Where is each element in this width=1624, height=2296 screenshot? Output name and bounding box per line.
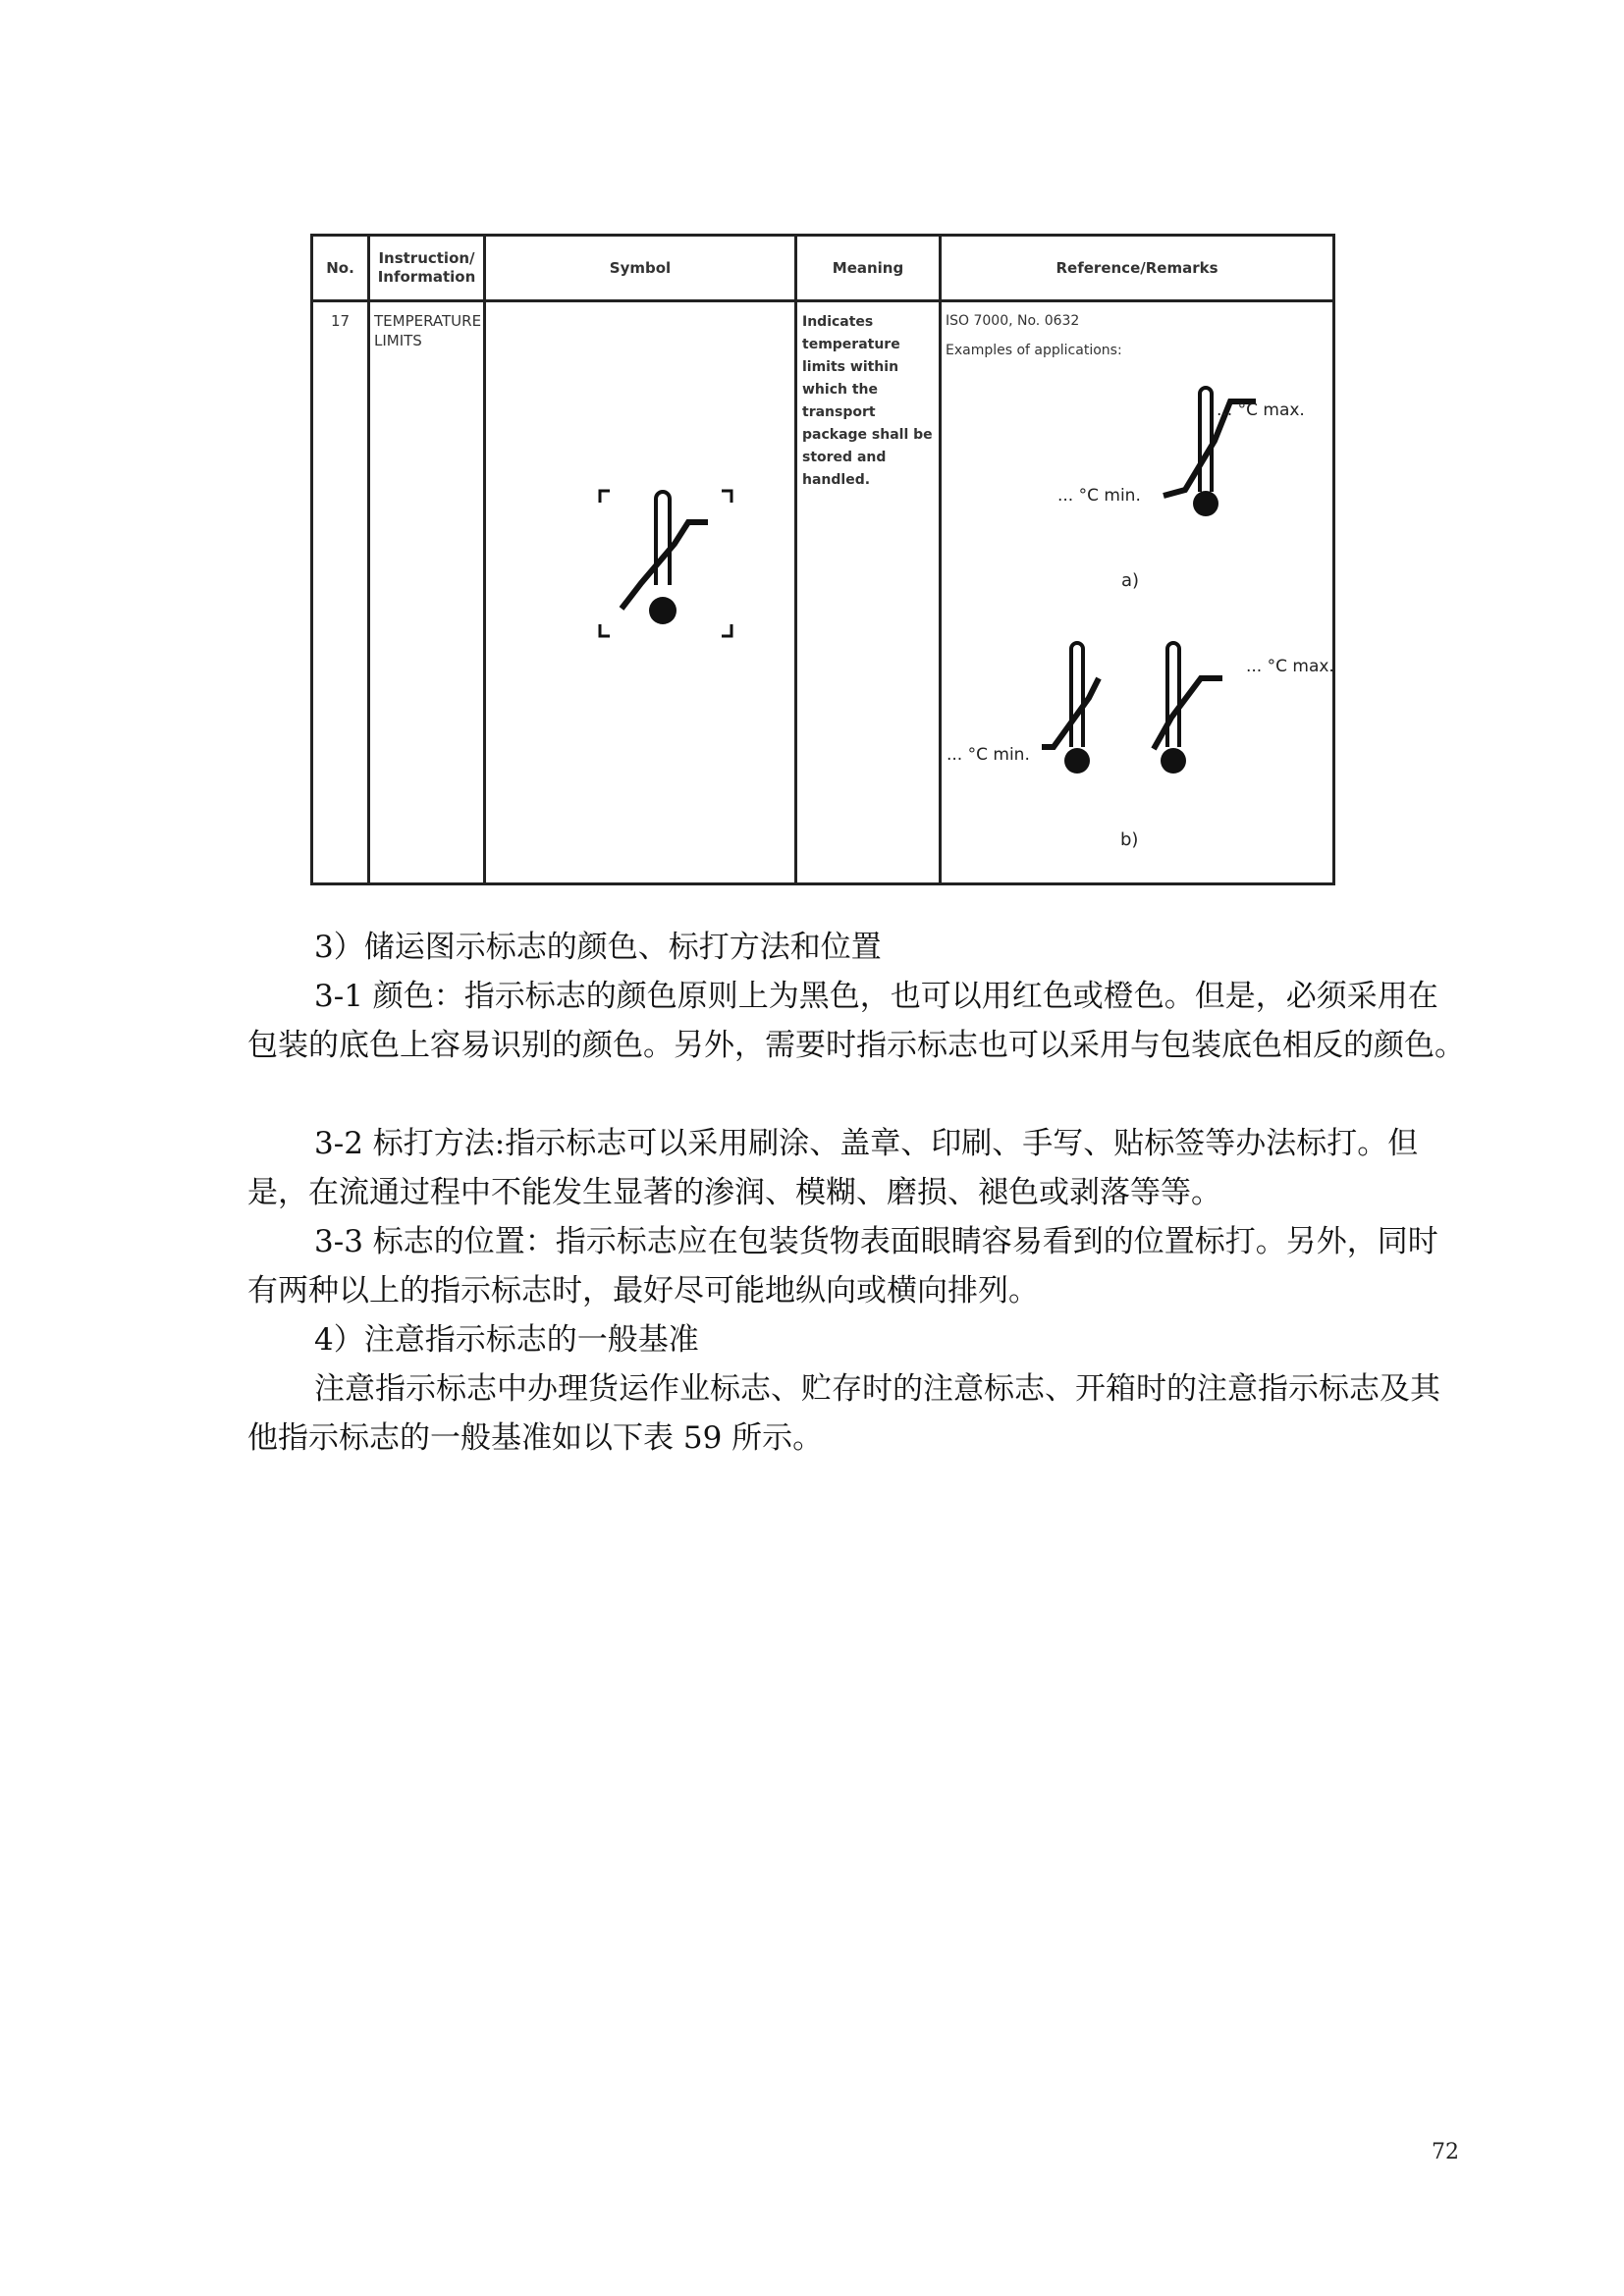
- paragraph-3-3: 3-3 标志的位置：指示标志应在包装货物表面眼睛容易看到的位置标打。另外，同时有两种以上的指示标志时，最好尽可能地纵向或横向排列。: [247, 1224, 1438, 1308]
- example-b-min-label: ... °C min.: [947, 745, 1030, 765]
- column-divider: [367, 237, 370, 882]
- column-divider: [794, 237, 797, 882]
- header-meaning: Meaning: [832, 258, 904, 277]
- example-b-max-thermometer-icon: [1146, 639, 1254, 786]
- temperature-limits-symbol-icon: [598, 487, 735, 644]
- header-instruction: Instruction/ Information: [377, 249, 476, 286]
- example-b-max-label: ... °C max.: [1246, 657, 1334, 676]
- caption-b: b): [1120, 829, 1139, 850]
- paragraph-4: 注意指示标志中办理货运作业标志、贮存时的注意标志、开箱时的注意指示标志及其他指示标志的一般基准如以下表 59 所示。: [247, 1371, 1440, 1456]
- paragraph-3-2: 3-2 标打方法:指示标志可以采用刷涂、盖章、印刷、手写、贴标签等办法标打。但是，在流通过程中不能发生显著的渗润、模糊、磨损、褪色或剥落等等。: [247, 1126, 1419, 1210]
- header-reference: Reference/Remarks: [1056, 258, 1218, 277]
- column-divider: [483, 237, 486, 882]
- paragraph-3-1: 3-1 颜色：指示标志的颜色原则上为黑色，也可以用红色或橙色。但是，必须采用在包装的底色上容易识别的颜色。另外，需要时指示标志也可以采用与包装底色相反的颜色。: [247, 979, 1465, 1063]
- symbol-table: [310, 234, 1335, 885]
- row-instruction: TEMPERATURE LIMITS: [374, 312, 482, 349]
- heading-3: 3）储运图示标志的颜色、标打方法和位置: [314, 930, 882, 965]
- row-meaning: Indicates temperature limits within which the transport package shall be stored and handled.: [802, 314, 933, 488]
- heading-4: 4）注意指示标志的一般基准: [314, 1322, 699, 1358]
- row-reference: [946, 311, 1328, 370]
- example-a-max-label: ... °C max.: [1217, 400, 1305, 420]
- header-no: No.: [326, 258, 354, 277]
- reference-standard: ISO 7000, No. 0632: [946, 313, 1080, 329]
- row-number: 17: [331, 312, 351, 330]
- example-a-min-label: ... °C min.: [1057, 486, 1141, 506]
- header-symbol: Symbol: [609, 258, 672, 277]
- column-divider: [939, 237, 942, 882]
- example-b-min-thermometer-icon: [1040, 639, 1128, 786]
- reference-examples-label: Examples of applications:: [946, 343, 1122, 358]
- page-number: 72: [1432, 2140, 1459, 2164]
- caption-a: a): [1121, 570, 1140, 591]
